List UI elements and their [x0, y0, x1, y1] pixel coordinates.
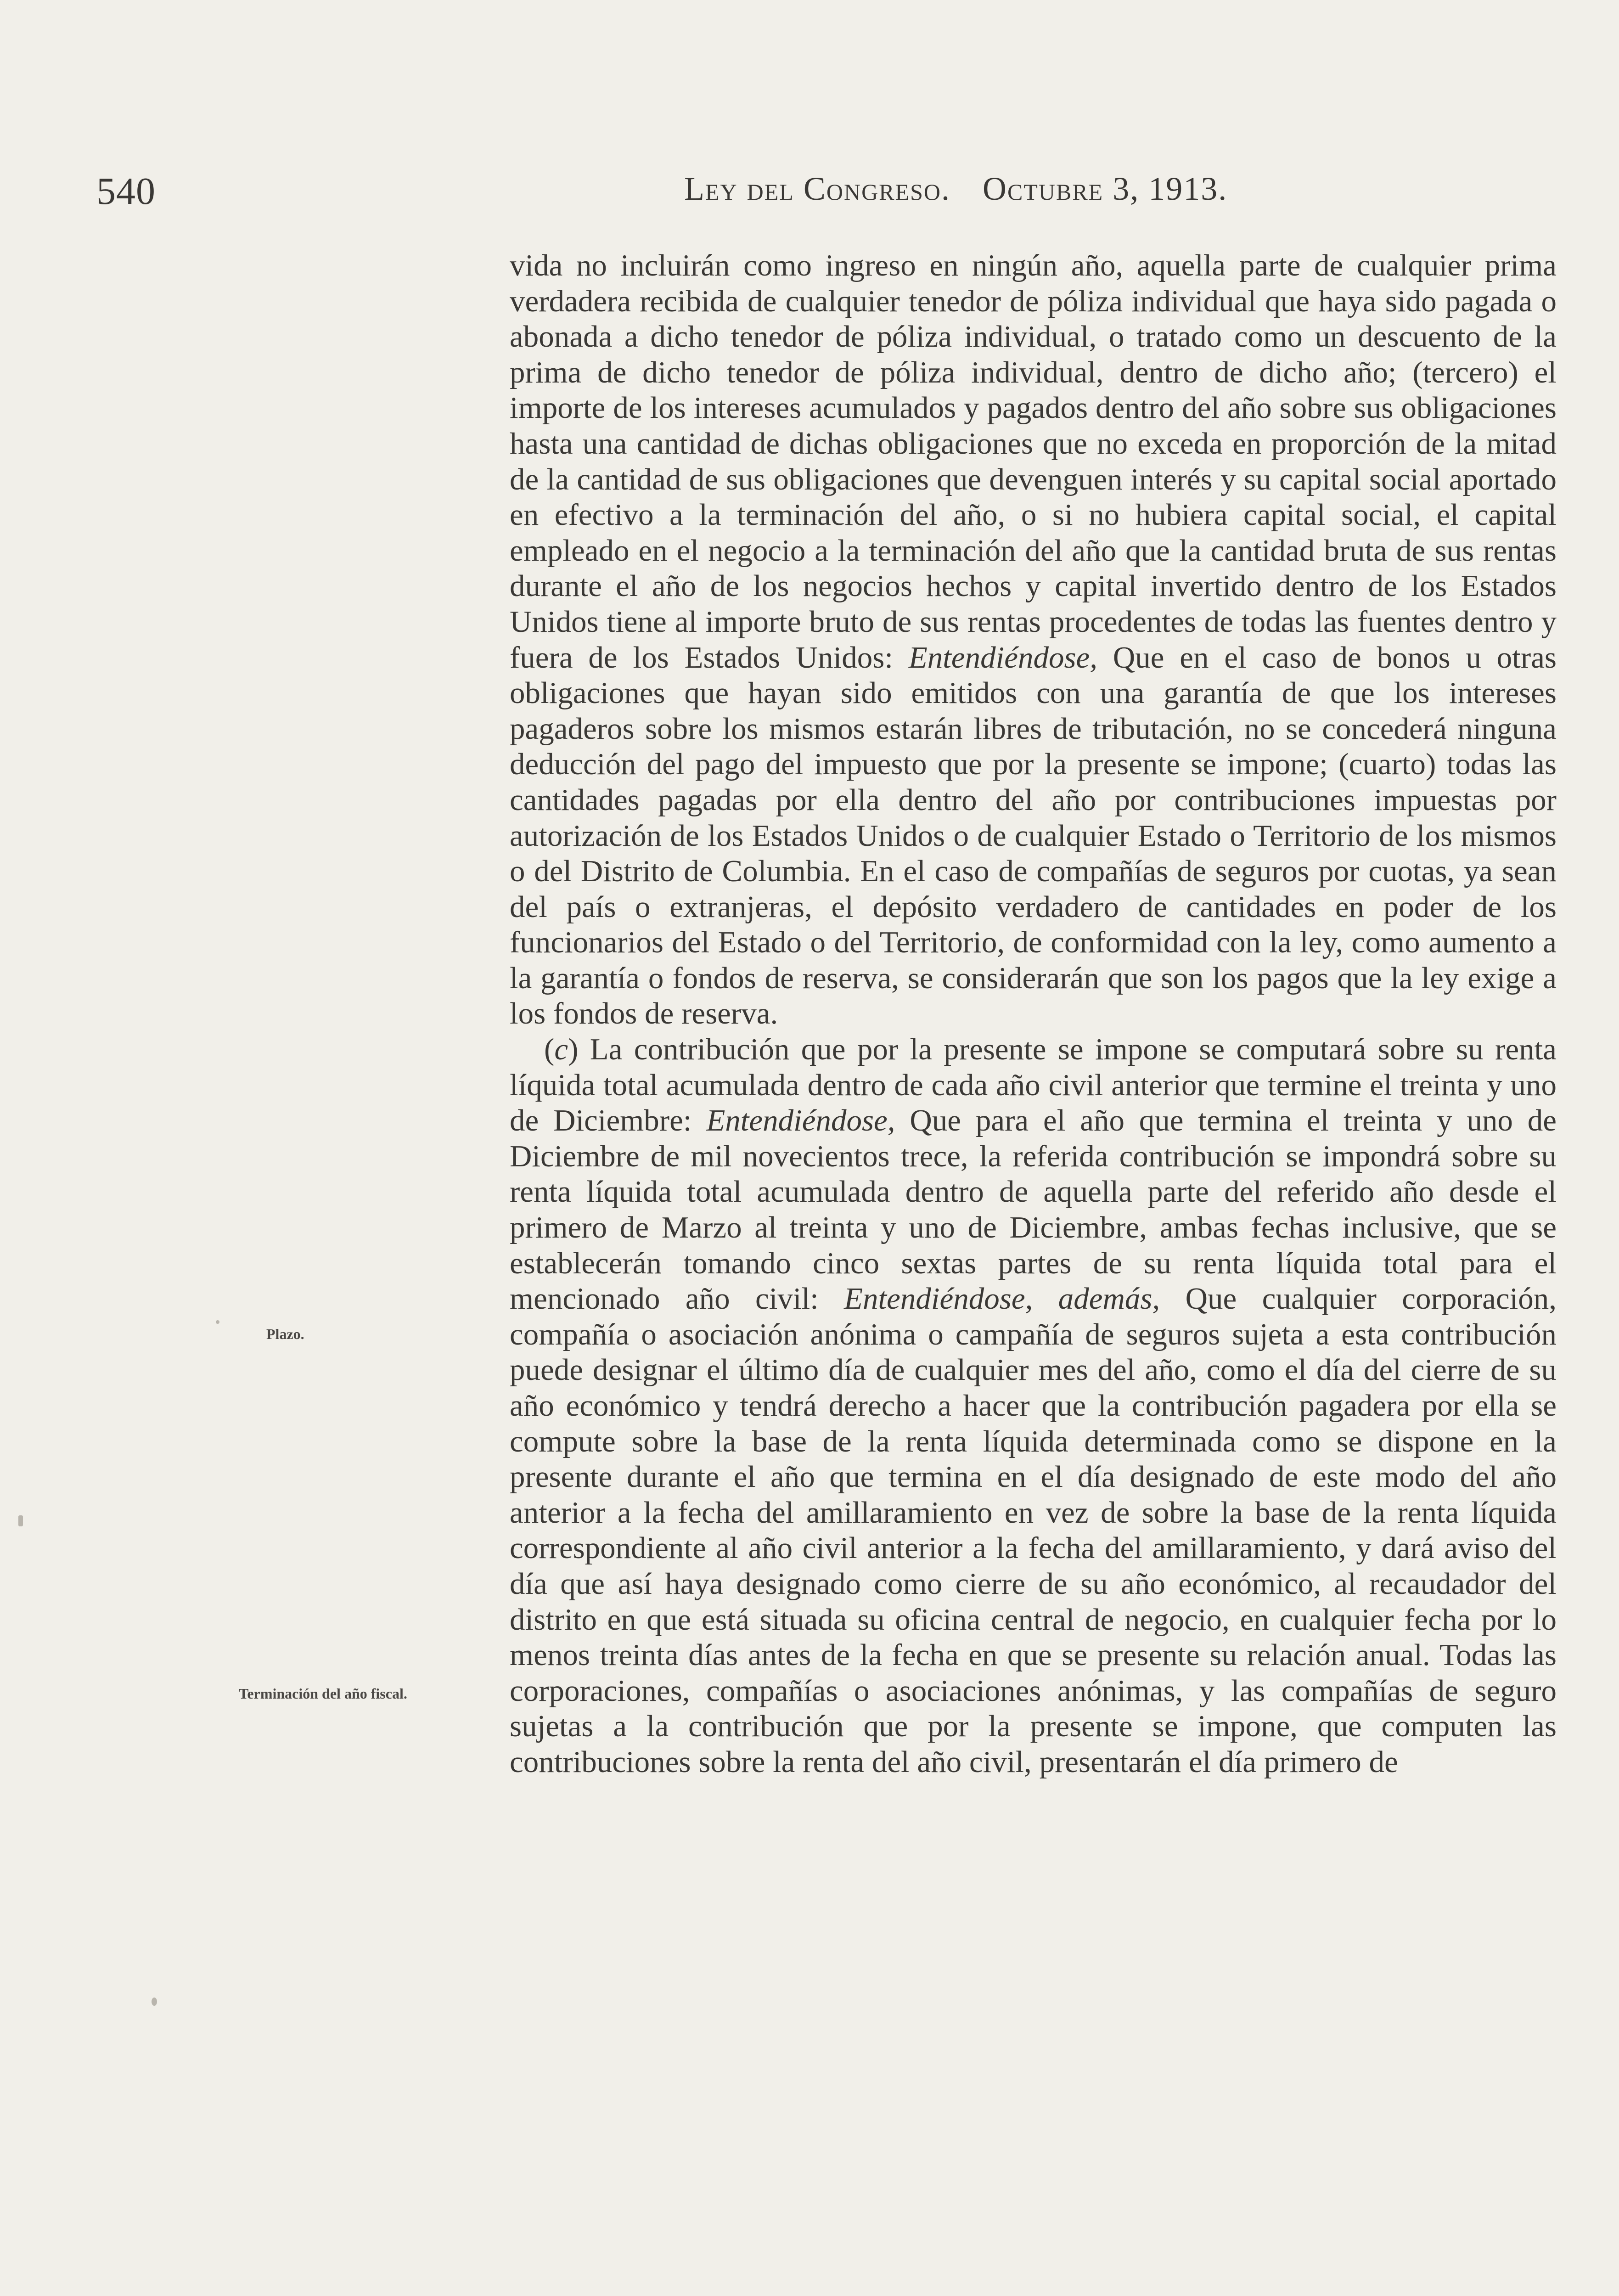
italic-run: Entendiéndose, [908, 640, 1098, 675]
text-run: ( [544, 1032, 555, 1067]
paper-speck [152, 1998, 157, 2006]
text-run: Que para el año que termina el treinta y uno de Diciembre de mil novecientos trece, la referida contribución se impondrá sobre su renta líquida total acumulada dentro de aquella parte del referido año desde el primero de Marzo al treinta y uno de Diciembre, ambas fechas inclusive, que se establecerán tomando cinco sextas partes de su renta líquida total para el mencionado año civil: [510, 1103, 1557, 1316]
paper-speck [216, 1320, 219, 1324]
italic-run: c [554, 1032, 568, 1067]
page-number: 540 [96, 170, 156, 213]
paper-speck [18, 1515, 23, 1526]
margin-note-termination: Terminación del año fiscal. [239, 1685, 407, 1702]
paragraph [510, 1032, 1557, 1780]
margin-note-plazo: Plazo. [266, 1326, 304, 1342]
text-run: vida no incluirán como ingreso en ningún año, aquella parte de cualquier prima verdadera recibida de cualquier tenedor de póliza individual que haya sido pagada o abonada a dicho tenedor de póliza individual, o tratado como un descuento de la prima de dicho tenedor de póliza individual, dentro de dicho año; (tercero) el importe de los intereses acumulados y pagados dentro del año sobre sus obligaciones hasta una cantidad de dichas obligaciones que no exceda en proporción de la mitad de la cantidad de sus obligaciones que devenguen interés y su capital social aportado en efectivo a la terminación del año, o si no hubiera capital social, el capital empleado en el negocio a la terminación del año que la cantidad bruta de sus rentas durante el año de los negocios hechos y capital invertido dentro de los Estados Unidos tiene al importe bruto de sus rentas procedentes de todas las fuentes dentro y fuera de los Estados Unidos: [510, 248, 1557, 675]
text-run: Que en el caso de bonos u otras obligaciones que hayan sido emitidos con una garantía de que los intereses pagaderos sobre los mismos estarán libres de tributación, no se concederá ninguna deducción del pago del impuesto que por la presente se impone; (cuarto) todas las cantidades pagadas por ella dentro del año por contribuciones impuestas por autorización de los Estados Unidos o de cualquier Estado o Territorio de los mismos o del Distrito de Columbia. En el caso de compañías de seguros por cuotas, ya sean del país o extranjeras, el depósito verdadero de cantidades en poder de los funcionarios del Estado o del Territorio, de conformidad con la ley, como aumento a la garantía o fondos de reserva, se considerarán que son los pagos que la ley exige a los fondos de reserva. [510, 640, 1557, 1031]
running-date: Octubre 3, 1913. [982, 170, 1228, 207]
text-run: ) La contribución que por la presente se impone se computará sobre su renta líquida total acumulada dentro de cada año civil anterior que termine el treinta y uno de Diciembre: [510, 1032, 1557, 1138]
running-head [684, 172, 1227, 205]
italic-run: Entendiéndose, [706, 1103, 895, 1138]
text-run: Que cualquier corporación, compañía o asociación anónima o campañía de seguros sujeta a esta contribución puede designar el último día de cualquier mes del año, como el día del cierre de su año económico y tendrá derecho a hacer que la contribución pagadera por ella se compute sobre la base de la renta líquida determinada como se dispone en la presente durante el año que termina en el día designado de este modo del año anterior a la fecha del amillaramiento en vez de sobre la base de la renta líquida correspondiente al año civil anterior a la fecha del amillaramiento, y dará aviso del día que así haya designado como cierre de su año económico, al recaudador del distrito en que está situada su oficina central de negocio, en cualquier fecha por lo menos treinta días antes de la fecha en que se presente su relación anual. Todas las corporaciones, compañías o asociaciones anónimas, y las compañías de seguro sujetas a la contribución que por la presente se impone, que computen las contribuciones sobre la renta del año civil, presentarán el día primero de [510, 1282, 1557, 1779]
paragraph [510, 248, 1557, 1032]
running-title: Ley del Congreso. [684, 170, 950, 207]
body-text [510, 248, 1557, 1780]
italic-run: Entendiéndose, además, [844, 1282, 1160, 1316]
